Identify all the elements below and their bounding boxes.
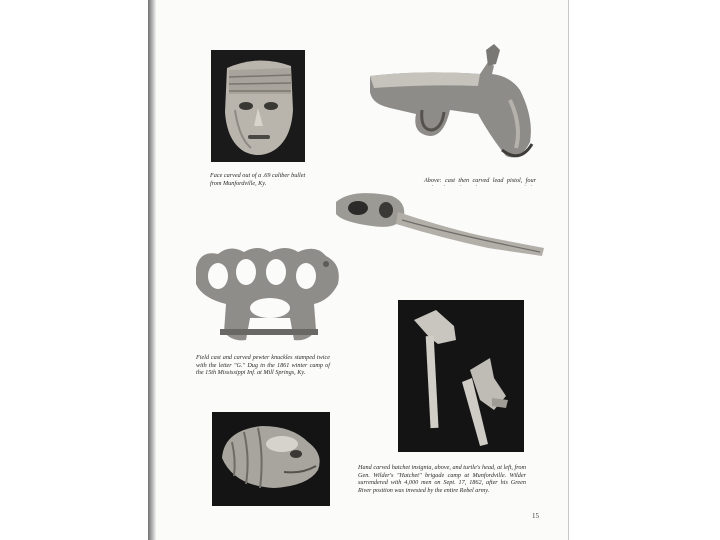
hatchet-insignia-photo bbox=[398, 300, 524, 452]
caption-hatchet-turtle: Hand carved hatchet insignia, above, and turtle's head, at left, from Gen. Wilder's "Hatchet" brigade camp at Munfordville. Wilder surrendered with 4,000 men on Sept. 17, 1862, after his Green River position was invested by the entire Rebel army. bbox=[358, 464, 526, 494]
pewter-knuckles-photo bbox=[190, 242, 342, 346]
scan-binding-shadow bbox=[148, 0, 156, 540]
caption-face: Face carved out of a .69 caliber bullet from Munfordville, Ky. bbox=[210, 172, 306, 187]
carved-face-photo bbox=[211, 50, 305, 162]
turtle-head-photo bbox=[212, 412, 330, 506]
lead-pistol-photo bbox=[360, 40, 538, 168]
caption-knuckles: Field cast and carved pewter knuckles stamped twice with the letter "G." Dug in the 1861 winter camp of the 15th Mississippi Inf. at Mill Springs, Ky. bbox=[196, 354, 330, 377]
caption-pistol-bayonet: Above: cast then carved lead pistol, four bbox=[424, 177, 536, 184]
lead-bayonet-photo bbox=[332, 186, 546, 260]
page-number: 15 bbox=[532, 512, 539, 520]
